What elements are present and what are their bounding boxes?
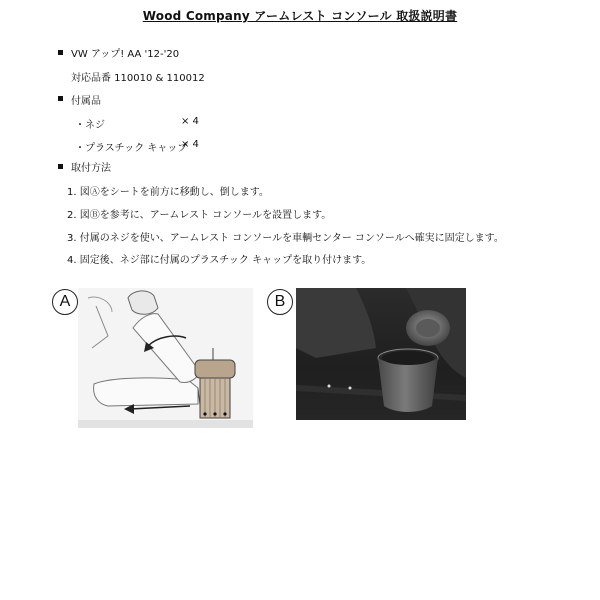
step-item: 3. 付属のネジを使い、アームレスト コンソールを車輌センター コンソールへ確実に固定します。 [67,233,504,244]
accessory-qty: × 4 [181,139,199,150]
figure-a-seat-diagram [78,288,253,428]
vehicle-model: VW アップ! AA '12-'20 [71,49,180,60]
accessory-name: ・ネジ [75,120,105,131]
part-numbers: 対応品番 110010 & 110012 [71,73,205,84]
step-item: 1. 図Ⓐをシートを前方に移動し、倒します。 [67,187,269,198]
bullet-icon [58,50,63,55]
accessory-name: ・プラスチック キャップ [75,143,188,154]
bullet-icon [58,164,63,169]
bullet-icon [58,96,63,101]
step-item: 4. 固定後、ネジ部に付属のプラスチック キャップを取り付けます。 [67,255,372,266]
figure-b-label: B [267,289,293,315]
method-heading: 取付方法 [71,163,111,174]
step-item: 2. 図Ⓑを参考に、アームレスト コンソールを設置します。 [67,210,332,221]
accessory-qty: × 4 [181,116,199,127]
figure-b-photo [296,288,466,420]
accessories-heading: 付属品 [71,96,101,107]
figure-a-label: A [52,289,78,315]
document-title: Wood Company アームレスト コンソール 取扱説明書 [142,9,458,23]
